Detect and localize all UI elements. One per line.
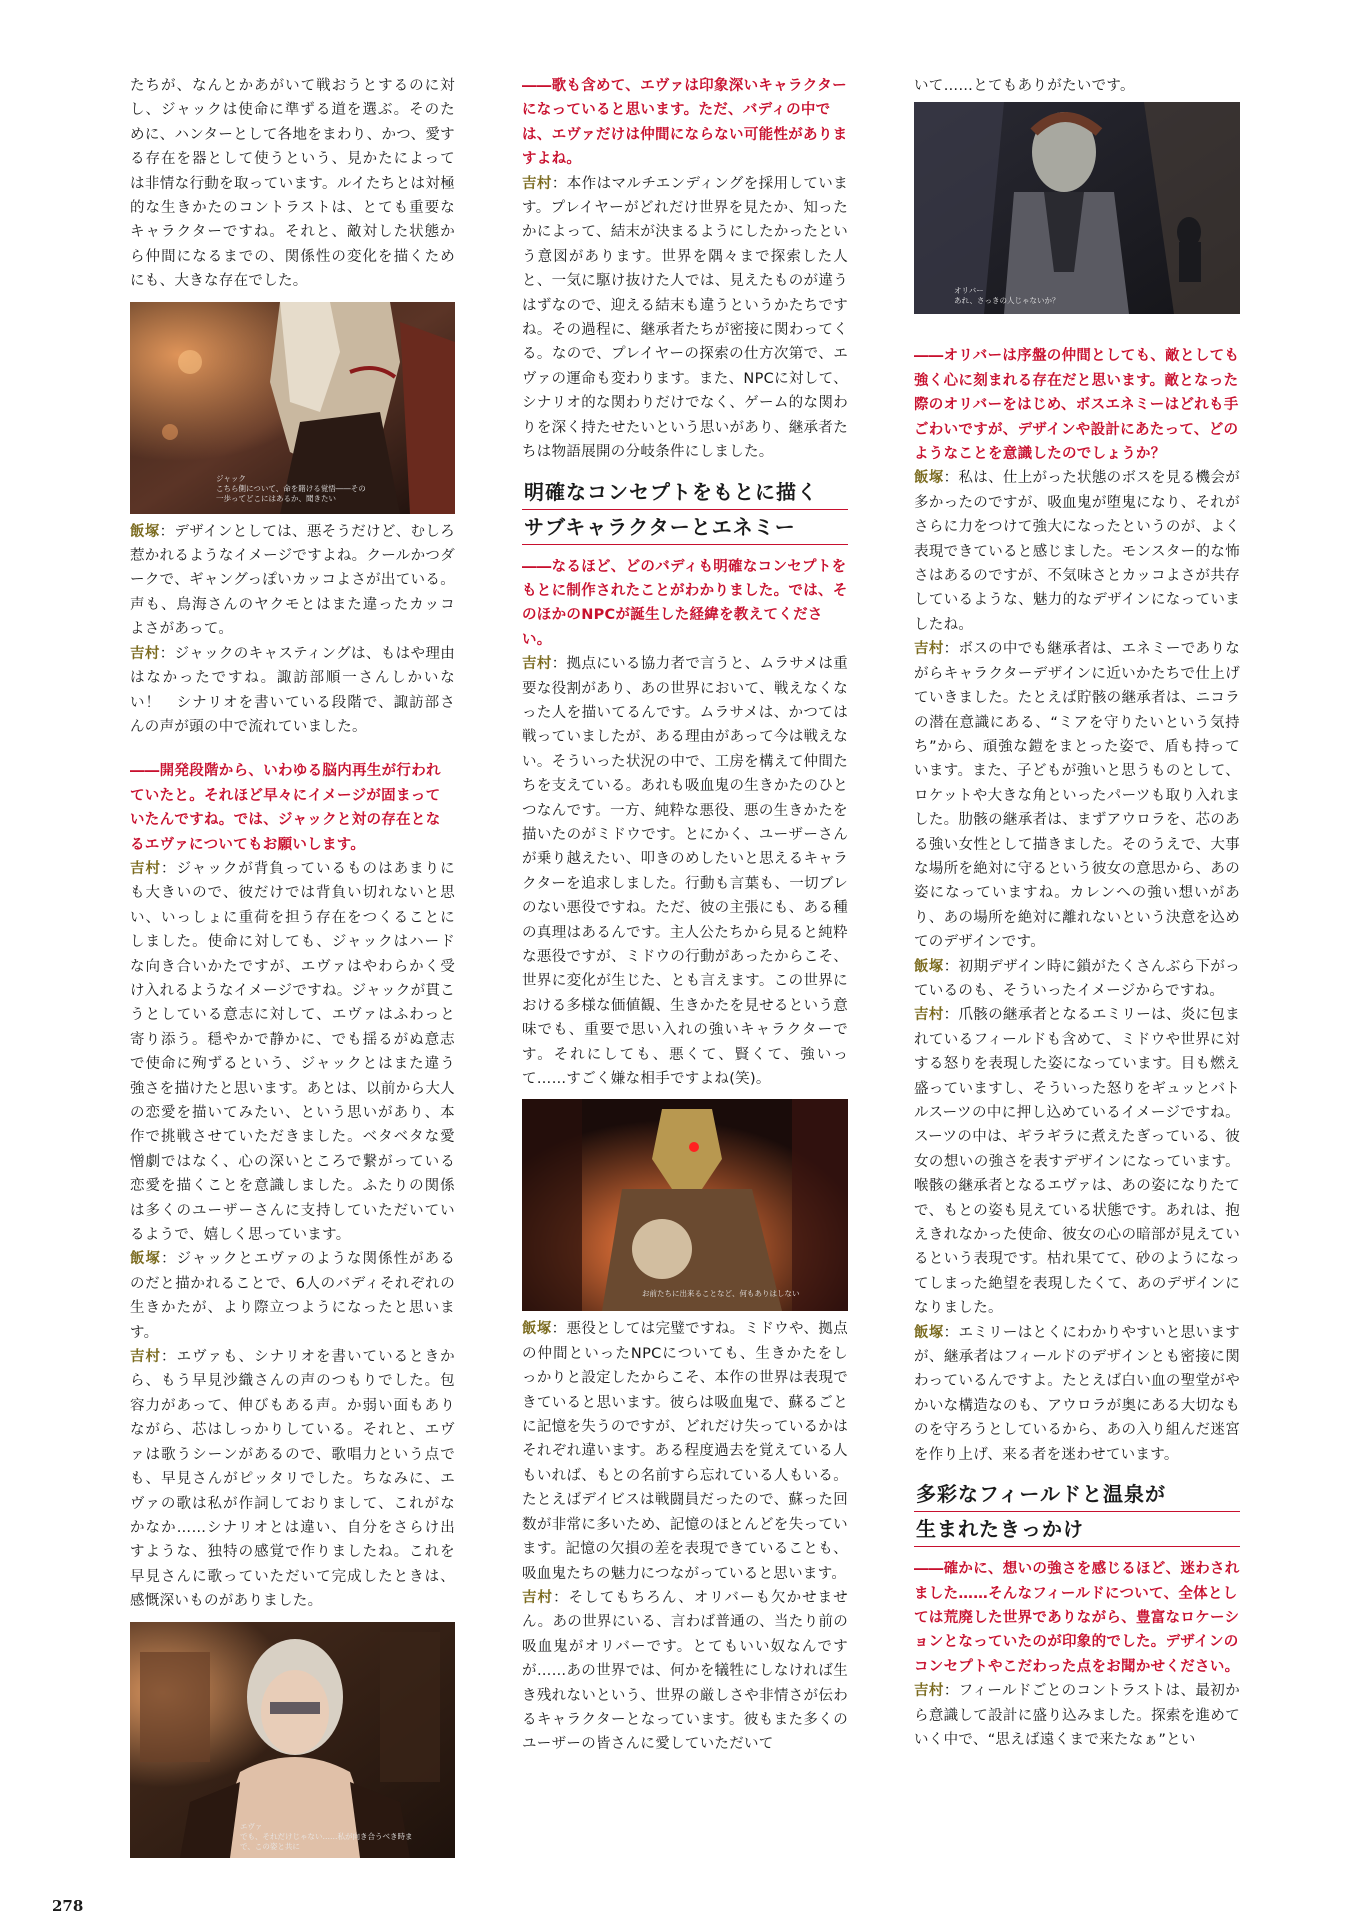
paragraph-text: ：エミリーはとくにわかりやすいと思いますが、継承者はフィールドのデザインとも密接に関わっているんですよ。たとえば白い血の聖堂がやかいな構造なのも、アウロラが奥にある大切なものを守ろうとしているから、あの入り組んだ迷宮を作り上げ、来る者を迷わせています。 — [914, 1324, 1240, 1463]
speaker-name: 吉村 — [130, 860, 162, 877]
paragraph — [522, 1317, 848, 1585]
column-middle — [522, 74, 848, 1757]
speaker-name: 吉村 — [522, 175, 552, 192]
paragraph-text: ：拠点にいる協力者で言うと、ムラサメは重要な役割があり、あの世界において、戦えなくなった人を描いてるんです。ムラサメは、かつては戦っていましたが、ある理由があって今は戦えない。そういった状況の中で、工房を構えて仲間たちを支えている。あれも吸血鬼の生きかたのひとつなんです。一方、純粋な悪役、悪の生きかたを描いたのがミドウです。とにかく、ユーザーさんが乗り越えたい、叩きのめしたいと思えるキャラクターを追求しました。行動も言葉も、一切ブレのない悪役ですね。ただ、彼の主張にも、ある種の真理はあるんです。主人公たちから見ると純粋な悪役ですが、ミドウの行動があったからこそ、世界に変化が生じた、とも言えます。この世界における多様な価値観、生きかたを見せるという意味でも、重要で思い入れの強いキャラクターです。それにしても、悪くて、賢くて、強いって……すごく嫌な相手ですよね(笑)。 — [522, 656, 848, 1088]
paragraph — [914, 1321, 1240, 1467]
heading-line: 多彩なフィールドと温泉が — [914, 1477, 1240, 1512]
caption-speaker: オリバー — [954, 286, 984, 296]
paragraph — [130, 520, 455, 642]
speaker-name: 吉村 — [522, 1589, 554, 1606]
oliver-image — [914, 102, 1240, 314]
speaker-name: 飯塚 — [130, 1251, 162, 1268]
caption-text: でも、それだけじゃない……私が向き合うべき時まで、この姿と共に — [240, 1831, 413, 1851]
paragraph — [914, 466, 1240, 637]
interview-question: ――なるほど、どのバディも明確なコンセプトをもとに制作されたことがわかりました。では、そのほかのNPCが誕生した経緯を教えてください。 — [522, 558, 848, 648]
paragraph-text: ：フィールドごとのコントラストは、最初から意識して設計に盛り込みました。探索を進めていく中で、“思えば遠くまで来たなぁ”とい — [914, 1683, 1240, 1748]
image-caption — [216, 474, 366, 504]
paragraph — [914, 955, 1240, 1004]
paragraph — [130, 857, 455, 1248]
heading-line: 明確なコンセプトをもとに描く — [522, 475, 848, 510]
caption-text: お前たちに出来ることなど、何もありはしない — [642, 1289, 800, 1299]
paragraph-text: ：初期デザイン時に鎖がたくさんぶら下がっているのも、そういったイメージからですね。 — [914, 958, 1240, 999]
speaker-name: 吉村 — [130, 1349, 162, 1366]
section-heading — [522, 475, 848, 545]
interview-question: ――開発段階から、いわゆる脳内再生が行われていたと。それほど早々にイメージが固まっていたんですね。では、ジャックと対の存在となるエヴァについてもお願いします。 — [130, 763, 441, 853]
heading-line: サブキャラクターとエネミー — [522, 510, 848, 545]
paragraph — [522, 652, 848, 1091]
paragraph-text: ：デザインとしては、悪そうだけど、むしろ惹かれるようなイメージですよね。クールかつダークで、ギャングっぽいカッコよさが出ている。声も、鳥海さんのヤクモとはまた違ったカッコよさがあって。 — [130, 523, 455, 638]
mido-image — [522, 1099, 848, 1311]
paragraph — [522, 1586, 848, 1757]
interview-question: ――オリバーは序盤の仲間としても、敵としても強く心に刻まれる存在だと思います。敵となった際のオリバーをはじめ、ボスエネミーはどれも手ごわいですが、デザインや設計にあたって、どのようなことを意識したのでしょうか？ — [914, 348, 1240, 463]
mido-screenshot — [522, 1099, 848, 1311]
column-left — [130, 74, 455, 1864]
speaker-name: 吉村 — [914, 641, 944, 658]
paragraph-text: ：私は、仕上がった状態のボスを見る機会が多かったのですが、吸血鬼が堕鬼になり、それがさらに力をつけて強大になったというのが、よく表現できていると感じました。モンスター的な怖さはあるのですが、不気味さとカッコよさが共存しているような、魅力的なデザインになっていましたね。 — [914, 470, 1240, 633]
paragraph — [130, 1345, 455, 1613]
speaker-name: 吉村 — [914, 1007, 944, 1024]
paragraph — [130, 642, 455, 740]
page-number: 278 — [52, 1897, 84, 1915]
speaker-name: 吉村 — [914, 1683, 944, 1700]
caption-text: こちら側について、命を賭ける覚悟――その一歩ってどこにはあるか、聞きたい — [216, 483, 366, 503]
speaker-name: 吉村 — [130, 645, 160, 662]
paragraph-text: ：エヴァも、シナリオを書いているときから、もう早見沙織さんの声のつもりでした。包容力があって、伸びもある声。か弱い面もありながら、芯はしっかりしている。それと、エヴァは歌うシーンがあるので、歌唱力という点でも、早見さんがピッタリでした。ちなみに、エヴァの歌は私が作詞しておりまして、これがなかなか……シナリオとは違い、自分をさらけ出すような、独特の感覚で作りましたね。これを早見さんに歌っていただいて完成したときは、感慨深いものがありました。 — [130, 1349, 455, 1610]
paragraph-text: ：ジャックとエヴァのような関係性があるのだと描かれることで、6人のバディそれぞれの生きかたが、より際立つようになったと思います。 — [130, 1251, 455, 1341]
interview-question: ――確かに、想いの強さを感じるほど、迷わされました……そんなフィールドについて、全体としては荒廃した世界でありながら、豊富なロケーションとなっていたのが印象的でした。デザインのコンセプトやこだわった点をお聞かせください。 — [914, 1561, 1240, 1675]
image-caption — [642, 1289, 822, 1299]
paragraph-text: ：そしてもちろん、オリバーも欠かせません。あの世界にいる、言わば普通の、当たり前の吸血鬼がオリバーです。とてもいい奴なんですが……あの世界では、何かを犠牲にしなければ生き残れないという、世界の厳しさや非情さが伝わるキャラクターとなっています。彼もまた多くのユーザーの皆さんに愛していただいて — [522, 1589, 848, 1753]
image-caption — [240, 1822, 420, 1852]
eva-screenshot — [130, 1622, 455, 1858]
paragraph — [522, 172, 848, 465]
paragraph-text: ：爪骸の継承者となるエミリーは、炎に包まれているフィールドも含めて、ミドウや世界に対する怒りを表現した姿になっています。目も燃え盛っていますし、そういった怒りをギュッとバトルスーツの中に押し込めているイメージですね。スーツの中は、ギラギラに煮えたぎっている、彼女の想いの強さを表すデザインになっています。喉骸の継承者となるエヴァは、あの姿になりたてで、もとの姿も見えている状態です。あれは、抱えきれなかった使命、彼女の心の暗部が見えているという表現です。枯れ果てて、砂のようになってしまった絶望を表現したくて、あのデザインになりました。 — [914, 1007, 1240, 1317]
jack-screenshot — [130, 302, 455, 514]
image-caption — [954, 286, 1134, 306]
section-heading — [914, 1477, 1240, 1547]
heading-line: 生まれたきっかけ — [914, 1512, 1240, 1547]
speaker-name: 飯塚 — [914, 1324, 944, 1341]
caption-speaker: エヴァ — [240, 1821, 263, 1831]
caption-text: あれ、さっきの人じゃないか？ — [954, 296, 1060, 306]
speaker-name: 吉村 — [522, 656, 552, 673]
paragraph — [130, 1247, 455, 1345]
paragraph: たちが、なんとかあがいて戦おうとするのに対し、ジャックは使命に準ずる道を選ぶ。そのために、ハンターとして各地をまわり、かつ、愛する存在を器として使うという、見かたによっては非情な行動を取っています。ルイたちとは対極的な生きかたのコントラストは、とても重要なキャラクターですね。それと、敵対した状態から仲間になるまでの、関係性の変化を描くためにも、大きな存在でした。 — [130, 78, 455, 290]
column-right — [914, 74, 1240, 1752]
speaker-name: 飯塚 — [522, 1321, 552, 1338]
speaker-name: 飯塚 — [914, 958, 944, 975]
paragraph — [914, 1679, 1240, 1752]
paragraph — [914, 637, 1240, 954]
speaker-name: 飯塚 — [914, 470, 944, 487]
speaker-name: 飯塚 — [130, 523, 160, 540]
interview-question: ――歌も含めて、エヴァは印象深いキャラクターになっていると思います。ただ、バディの中では、エヴァだけは仲間にならない可能性がありますよね。 — [522, 78, 848, 168]
caption-speaker: ジャック — [216, 473, 246, 483]
paragraph-text: ：ジャックのキャスティングは、もはや理由はなかったですね。諏訪部順一さんしかいない！ シナリオを書いている段階で、諏訪部さんの声が頭の中で流れていました。 — [130, 645, 456, 735]
paragraph: いて……とてもありがたいです。 — [914, 78, 1135, 94]
paragraph-text: ：悪役としては完璧ですね。ミドウや、拠点の仲間といったNPCについても、生きかたをしっかりと設定したからこそ、本作の世界は表現できていると思います。彼らは吸血鬼で、蘇るごとに記憶を失うのですが、どれだけ失っているかはそれぞれ違います。ある程度過去を覚えている人もいれば、もとの名前すら忘れている人もいる。たとえばデイビスは戦闘員だったので、蘇った回数が非常に多いため、記憶のほとんどを失っています。記憶の欠損の差を表現できていることも、吸血鬼たちの魅力につながっていると思います。 — [522, 1321, 848, 1582]
oliver-screenshot — [914, 102, 1240, 314]
paragraph-text: ：ボスの中でも継承者は、エネミーでありながらキャラクターデザインに近いかたちで仕上げていきました。たとえば貯骸の継承者は、ニコラの潜在意識にある、“ミアを守りたいという気持ち”から、頑強な鎧をまとった姿で、盾も持っています。また、子どもが強いと思うものとして、ロケットや大きな角といったパーツも取り入れました。肋骸の継承者は、まずアウロラを、芯のある強い女性として描きました。そのうえで、大事な場所を絶対に守るという彼女の意思から、あの姿になっていますね。カレンへの強い想いがあり、あの場所を絶対に離れないという決意を込めてのデザインです。 — [914, 641, 1240, 951]
paragraph — [914, 1003, 1240, 1320]
paragraph-text: ：ジャックが背負っているものはあまりにも大きいので、彼だけでは背負い切れないと思い、いっしょに重荷を担う存在をつくることにしました。使命に対しても、ジャックはハードな向き合いかたですが、エヴァはやわらかく受け入れるようなイメージですね。ジャックが貫こうとしている意志に対して、エヴァはふわっと寄り添う。穏やかで静かに、でも揺るがぬ意志で使命に殉ずるという、ジャックとはまた違う強さを描けたと思います。あとは、以前から大人の恋愛を描いてみたい、という思いがあり、本作で挑戦させていただきました。ベタベタな愛憎劇ではなく、心の深いところで繋がっている恋愛を描くことを意識しました。ふたりの関係は多くのユーザーさんに支持していただいているようで、嬉しく思っています。 — [130, 860, 455, 1244]
paragraph-text: ：本作はマルチエンディングを採用しています。プレイヤーがどれだけ世界を見たか、知ったかによって、結末が決まるようにしたかったという意図があります。世界を隅々まで探索した人と、一気に駆け抜けた人では、見えたものが違うはずなので、迎える結末も違うというかたちですね。その過程に、継承者たちが密接に関わってくる。なので、プレイヤーの探索の仕方次第で、エヴァの運命も変わります。また、NPCに対して、シナリオ的な関わりだけでなく、ゲーム的な関わりを深く持たせたいという思いがあり、継承者たちは物語展開の分岐条件にしました。 — [522, 175, 849, 461]
